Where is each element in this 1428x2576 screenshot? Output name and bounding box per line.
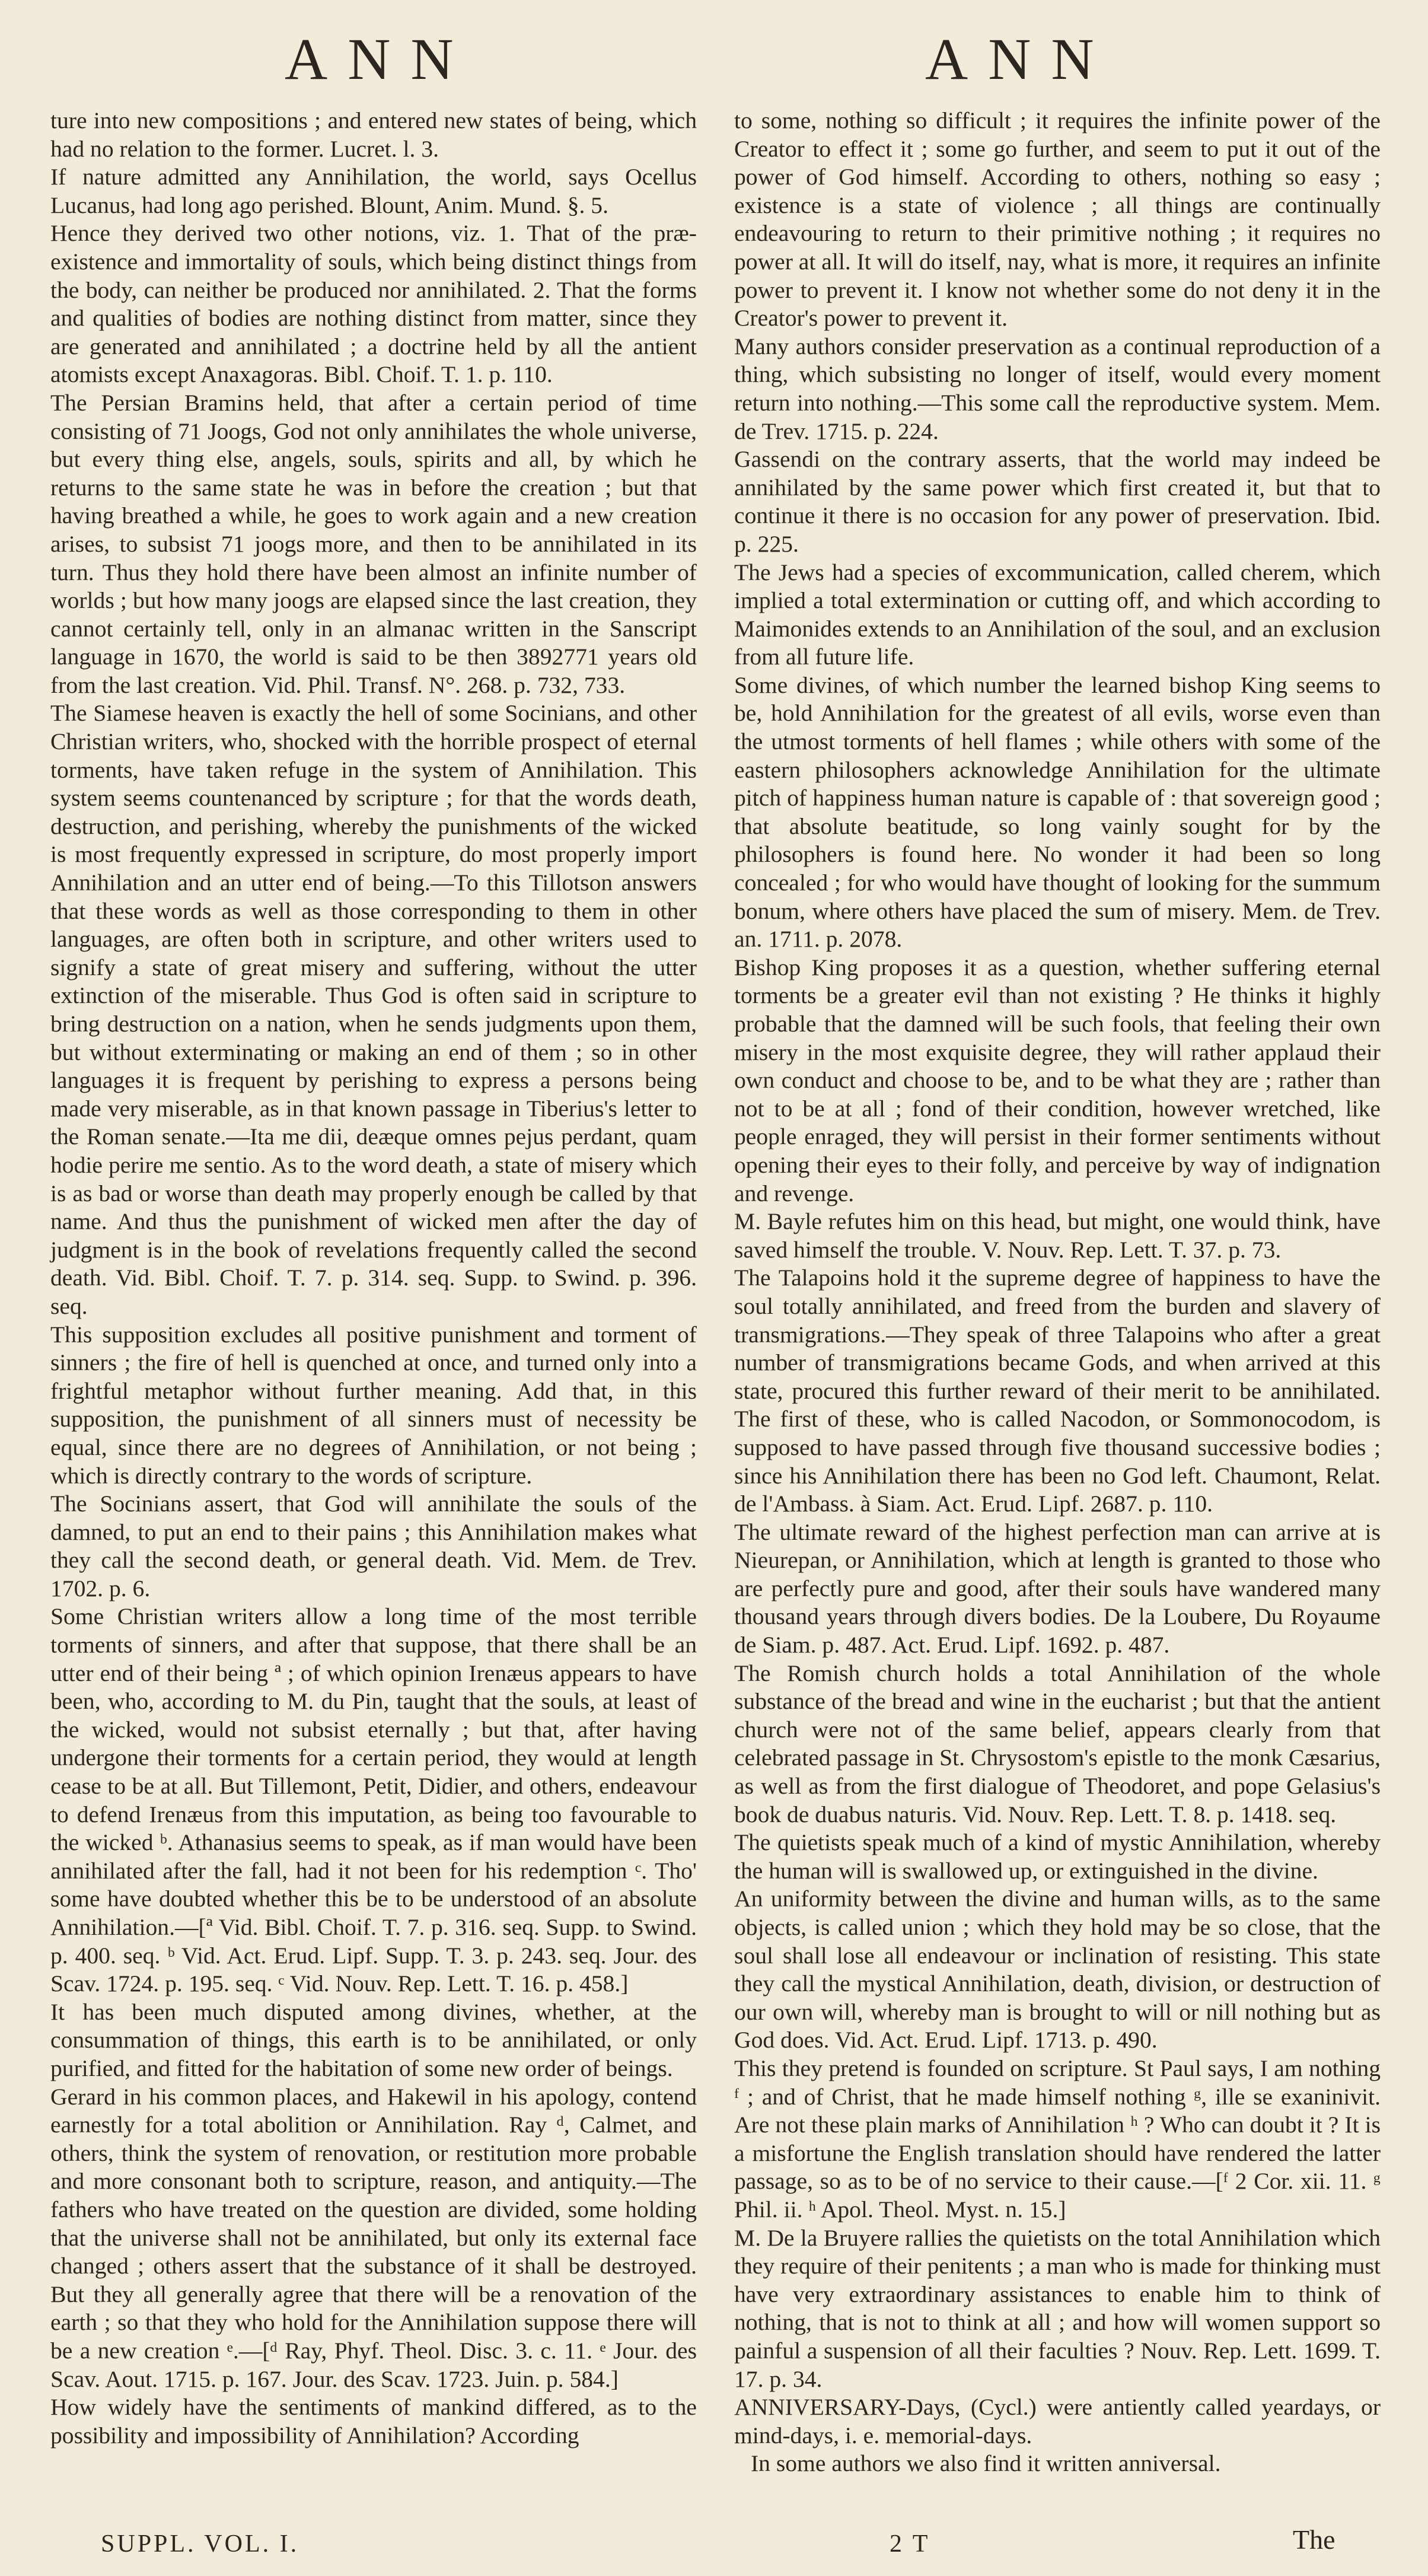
left-column — [50, 107, 697, 2450]
paragraph: M. De la Bruyere rallies the quietists on the total Annihilation which they require of their penitents ; a man who is made for thinking must have very extraordinary assistances to enable him to think of nothing, that is not to think at all ; and how will women support so painful a suspension of all their faculties ? Nouv. Rep. Lett. 1699. T. 17. p. 34. — [734, 2224, 1381, 2392]
paragraph: Some divines, of which number the learned bishop King seems to be, hold Annihilation for the greatest of all evils, worse even than the utmost torments of hell flames ; while others with some of the eastern philosophers acknowledge Annihilation for the ultimate pitch of happiness human nature is capable of : that sovereign good ; that absolute beatitude, so long vainly sought for by the philosophers is found here. No wonder it had been so long concealed ; for who would have thought of looking for the summum bonum, where others have placed the sum of misery. Mem. de Trev. an. 1711. p. 2078. — [734, 671, 1381, 953]
paragraph: This they pretend is founded on scripture. St Paul says, I am nothing ᶠ ; and of Christ, that he made himself nothing ᵍ, ille se exaninivit. Are not these plain marks of Annihilation ʰ ? Who can doubt it ? It is a misfortune the English translation should have rendered the latter passage, so as to be of no service to their cause.—[ᶠ 2 Cor. xii. 11. ᵍ Phil. ii. ʰ Apol. Theol. Myst. n. 15.] — [734, 2055, 1381, 2222]
paragraph: The Jews had a species of excommunication, called cherem, which implied a total extermination or cutting off, and which according to Maimonides extends to an Annihilation of the soul, and an exclusion from all future life. — [734, 559, 1381, 670]
paragraph: The Siamese heaven is exactly the hell of some Socinians, and other Christian writers, who, shocked with the horrible prospect of eternal torments, have taken refuge in the system of Annihilation. This system seems countenanced by scripture ; for that the words death, destruction, and perishing, whereby the punishments of the wicked is most frequently expressed in scripture, do most properly import Annihilation and an utter end of being.—To this Tillotson answers that these words as well as those corresponding to them in other languages, are often both in scripture, and other writers used to signify a state of great misery and suffering, without the utter extinction of the miserable. Thus God is often said in scripture to bring destruction on a nation, when he sends judgments upon them, but without exterminating or making an end of them ; so in other languages it is frequent by perishing to express a persons being made very miserable, as in that known passage in Tiberius's letter to the Roman senate.—Ita me dii, deæque omnes pejus perdant, quam hodie perire me sentio. As to the word death, a state of misery which is as bad or worse than death may properly enough be called by that name. And thus the punishment of wicked men after the day of judgment is in the book of revelations frequently called the second death. Vid. Bibl. Choif. T. 7. p. 314. seq. Supp. to Swind. p. 396. seq. — [50, 700, 697, 1319]
right-column — [734, 107, 1381, 2478]
paragraph: In some authors we also find it written anniversal. — [751, 2450, 1221, 2477]
paragraph: This supposition excludes all positive punishment and torment of sinners ; the fire of hell is quenched at once, and turned only into a frightful metaphor without further meaning. Add that, in this supposition, the punishment of all sinners must of necessity be equal, since there are no degrees of Annihilation, or not being ; which is directly contrary to the words of scripture. — [50, 1321, 697, 1489]
signature-mark: 2 T — [890, 2530, 930, 2558]
paragraph: It has been much disputed among divines, whether, at the consummation of things, this earth is to be annihilated, or only purified, and fitted for the habitation of some new order of beings. — [50, 1998, 697, 2081]
paragraph: The Persian Bramins held, that after a certain period of time consisting of 71 Joogs, God not only annihilates the whole universe, but every thing else, angels, souls, spirits and all, by which he returns to the same state he was in before the creation ; but that having breathed a while, he goes to work again and a new creation arises, to subsist 71 joogs more, and then to be annihilated in its turn. Thus they hold there have been almost an infinite number of worlds ; but how many joogs are elapsed since the last creation, they cannot certainly tell, only in an almanac written in the Sanscript language in 1670, the world is said to be then 3892771 years old from the last creation. Vid. Phil. Transf. N°. 268. p. 732, 733. — [50, 389, 697, 698]
running-head-left: ANN — [285, 26, 474, 92]
paragraph: to some, nothing so difficult ; it requires the infinite power of the Creator to effect it ; some go further, and seem to put it out of the power of God himself. According to others, nothing so easy ; existence is a state of violence ; all things are continually endeavouring to return to their primitive nothing ; it requires no power at all. It will do itself, nay, what is more, it requires an infinite power to prevent it. I know not whether some do not deny it in the Creator's power to prevent it. — [734, 107, 1381, 332]
paragraph: The Socinians assert, that God will annihilate the souls of the damned, to put an end to their pains ; this Annihilation makes what they call the second death, or general death. Vid. Mem. de Trev. 1702. p. 6. — [50, 1491, 697, 1601]
paragraph: The Romish church holds a total Annihilation of the whole substance of the bread and wine in the eucharist ; but that the antient church were not of the same belief, appears clearly from that celebrated passage in St. Chrysostom's epistle to the monk Cæsarius, as well as from the first dialogue of Theodoret, and pope Gelasius's book de duabus naturis. Vid. Nouv. Rep. Lett. T. 8. p. 1418. seq. — [734, 1660, 1381, 1827]
running-head-right: ANN — [925, 26, 1114, 92]
volume-footer: SUPPL. VOL. I. — [101, 2530, 299, 2558]
paragraph: The ultimate reward of the highest perfection man can arrive at is Nieurepan, or Annihilation, which at length is granted to those who are perfectly pure and good, after their souls have wandered many thousand years through divers bodies. De la Loubere, Du Royaume de Siam. p. 487. Act. Erud. Lipf. 1692. p. 487. — [734, 1518, 1381, 1658]
paragraph: The Talapoins hold it the supreme degree of happiness to have the soul totally annihilated, and freed from the burden and slavery of transmigrations.—They speak of three Talapoins who after a great number of transmigrations became Gods, and when arrived at this state, procured this further reward of their merit to be annihilated. The first of these, who is called Nacodon, or Sommonocodom, is supposed to have passed through five thousand successive bodies ; since his Annihilation there has been no God left. Chaumont, Relat. de l'Ambass. à Siam. Act. Erud. Lipf. 2687. p. 110. — [734, 1265, 1381, 1517]
paragraph: Many authors consider preservation as a continual reproduction of a thing, which subsisting no longer of itself, would every moment return into nothing.—This some call the reproductive system. Mem. de Trev. 1715. p. 224. — [734, 333, 1381, 444]
paragraph: The quietists speak much of a kind of mystic Annihilation, whereby the human will is swallowed up, or extinguished in the divine. — [734, 1829, 1381, 1884]
entry-heading: ANNIVERSARY-Days, (Cycl.) were antiently called yeardays, or mind-days, i. e. memorial-days. — [734, 2394, 1381, 2448]
paragraph: Bishop King proposes it as a question, whether suffering eternal torments be a greater evil than not existing ? He thinks it highly probable that the damned will be such fools, that feeling their own misery in the most exquisite degree, they will rather applaud their own conduct and choose to be, and to be what they are ; rather than not to be at all ; fond of their condition, however wretched, like people enraged, they will persist in their former sentiments without opening their eyes to their folly, and perceive by way of indignation and revenge. — [734, 954, 1381, 1206]
paragraph: An uniformity between the divine and human wills, as to the same objects, is called union ; which they hold may be so close, that the soul shall lose all endeavour or inclination of resisting. This state they call the mystical Annihilation, death, division, or destruction of our own will, whereby man is brought to will or nill nothing but as God does. Vid. Act. Erud. Lipf. 1713. p. 490. — [734, 1886, 1381, 2053]
paragraph: Gerard in his common places, and Hakewil in his apology, contend earnestly for a total abolition or Annihilation. Ray ᵈ, Calmet, and others, think the system of renovation, or restitution more probable and more consonant both to scripture, reason, and antiquity.—The fathers who have treated on the question are divided, some holding that the universe shall not be annihilated, but only its external face changed ; others assert that the substance of it shall be destroyed. But they all generally agree that there will be a renovation of the earth ; so that they who hold for the Annihilation suppose there will be a new creation ᵉ.—[ᵈ Ray, Phyf. Theol. Disc. 3. c. 11. ᵉ Jour. des Scav. Aout. 1715. p. 167. Jour. des Scav. 1723. Juin. p. 584.] — [50, 2083, 697, 2392]
paragraph: ture into new compositions ; and entered new states of being, which had no relation to the former. Lucret. l. 3. — [50, 107, 697, 162]
paragraph: If nature admitted any Annihilation, the world, says Ocellus Lucanus, had long ago perished. Blount, Anim. Mund. §. 5. — [50, 164, 697, 218]
paragraph: Hence they derived two other notions, viz. 1. That of the præ-existence and immortality of souls, which being distinct things from the body, can neither be produced nor annihilated. 2. That the forms and qualities of bodies are nothing distinct from matter, since they are generated and annihilated ; a doctrine held by all the antient atomists except Anaxagoras. Bibl. Choif. T. 1. p. 110. — [50, 220, 697, 388]
catchword: The — [1293, 2524, 1335, 2555]
paragraph: M. Bayle refutes him on this head, but might, one would think, have saved himself the trouble. V. Nouv. Rep. Lett. T. 37. p. 73. — [734, 1208, 1381, 1263]
paragraph: Gassendi on the contrary asserts, that the world may indeed be annihilated by the same power which first created it, but that to continue it there is no occasion for any power of preservation. Ibid. p. 225. — [734, 446, 1381, 557]
paragraph: Some Christian writers allow a long time of the most terrible torments of sinners, and after that suppose, that there shall be an utter end of their being ª ; of which opinion Irenæus appears to have been, who, according to M. du Pin, taught that the souls, at least of the wicked, would not subsist eternally ; but that, after having undergone their torments for a certain period, they would at length cease to be at all. But Tillemont, Petit, Didier, and others, endeavour to defend Irenæus from this imputation, as being too favourable to the wicked ᵇ. Athanasius seems to speak, as if man would have been annihilated after the fall, had it not been for his redemption ᶜ. Tho' some have doubted whether this be to be understood of an absolute Annihilation.—[ª Vid. Bibl. Choif. T. 7. p. 316. seq. Supp. to Swind. p. 400. seq. ᵇ Vid. Act. Erud. Lipf. Supp. T. 3. p. 243. seq. Jour. des Scav. 1724. p. 195. seq. ᶜ Vid. Nouv. Rep. Lett. T. 16. p. 458.] — [50, 1603, 697, 1997]
paragraph: How widely have the sentiments of mankind differed, as to the possibility and impossibility of Annihilation? According — [50, 2394, 697, 2448]
